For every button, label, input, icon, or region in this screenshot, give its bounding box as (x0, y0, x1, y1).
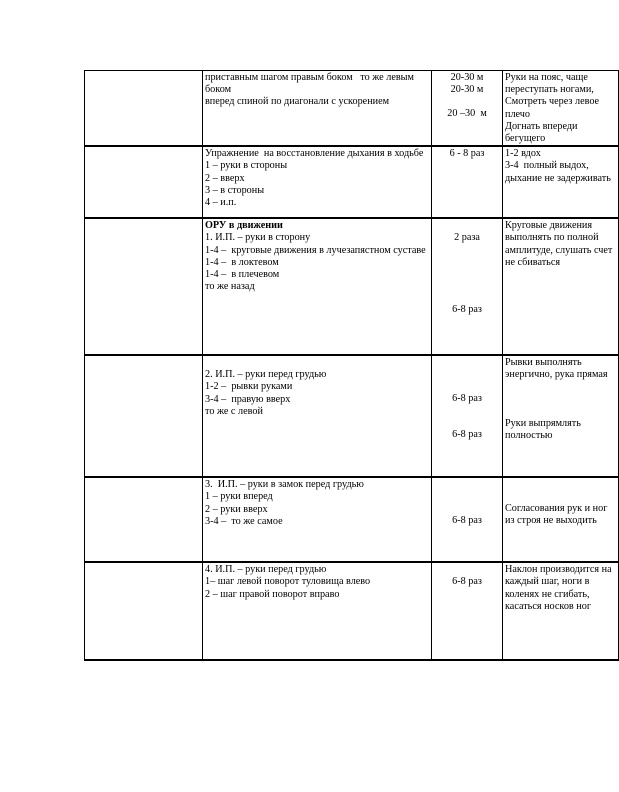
spacer (434, 256, 500, 268)
exercise-line: 4. И.П. – руки перед грудью (205, 564, 327, 576)
exercise-line: 2 – вверх (205, 172, 245, 184)
dosage-line: 20 –30 м (447, 108, 487, 120)
dosage-line: 2 раза (454, 232, 480, 244)
dosage-cell (432, 218, 503, 355)
exercise-cell (203, 71, 432, 147)
note-line: Круговые движения выполнять по полной амплитуде, слушать счет не сбиваться (505, 220, 615, 268)
notes-cell (503, 218, 619, 355)
notes-cell (503, 477, 619, 562)
spacer (434, 292, 500, 304)
spacer (434, 369, 500, 381)
note-line: 3-4 полный выдох, дыхание не задерживать (505, 160, 611, 184)
spacer (505, 491, 616, 503)
note-line: 1-2 вдох (505, 148, 541, 160)
empty-cell (85, 146, 203, 218)
exercise-cell (203, 146, 432, 218)
dosage-cell (432, 71, 503, 147)
exercise-line: 1 – руки в стороны (205, 160, 288, 172)
dosage-line: 6-8 раз (452, 429, 482, 441)
table-row (85, 562, 619, 660)
note-line: Наклон производится на каждый шаг, ноги в коленях не сгибать, касаться носков ног (505, 564, 615, 612)
exercise-line: вперед спиной по диагонали с ускорением (205, 96, 390, 108)
spacer (205, 357, 429, 369)
exercise-line: 1. И.П. – руки в сторону (205, 232, 311, 244)
note-line: Догнать впереди бегущего (505, 120, 581, 145)
section-heading: ОРУ в движении (205, 220, 283, 232)
table-row (85, 218, 619, 355)
exercise-line: 1– шаг левой поворот туловища влево (205, 576, 371, 588)
dosage-line: 6-8 раз (452, 393, 482, 405)
spacer (434, 417, 500, 429)
exercise-line: то же с левой (205, 405, 263, 417)
exercise-line: 3 – в стороны (205, 184, 265, 196)
empty-cell (85, 355, 203, 477)
exercise-cell (203, 218, 432, 355)
spacer (505, 406, 616, 418)
exercise-line: 1-4 – в плечевом (205, 269, 280, 281)
exercise-line: то же назад (205, 281, 255, 293)
exercise-cell (203, 477, 432, 562)
spacer (434, 220, 500, 232)
spacer (505, 382, 616, 394)
empty-cell (85, 477, 203, 562)
empty-cell (85, 218, 203, 355)
exercise-line: 1 – руки вперед (205, 491, 273, 503)
exercise-line: 1-4 – круговые движения в лучезапястном суставе (205, 244, 426, 256)
spacer (434, 244, 500, 256)
exercise-cell (203, 355, 432, 477)
exercise-line: приставным шагом правым боком то же левым боком (205, 72, 417, 96)
dosage-line: 6-8 раз (452, 304, 482, 316)
exercise-line: 4 – и.п. (205, 197, 237, 209)
note-line: Согласования рук и ног из строя не выходить (505, 503, 610, 527)
spacer (434, 405, 500, 417)
spacer (434, 268, 500, 280)
notes-cell (503, 146, 619, 218)
table-row (85, 71, 619, 147)
spacer (505, 479, 616, 491)
spacer (434, 96, 500, 108)
dosage-line: 20-30 м (450, 72, 484, 83)
exercise-line: Упражнение на восстановление дыхания в ходьбе (205, 148, 424, 160)
spacer (434, 564, 500, 576)
table-row (85, 146, 619, 218)
dosage-line: 6 - 8 раз (449, 148, 485, 160)
empty-cell (85, 562, 203, 660)
exercise-line: 1-2 – рывки руками (205, 381, 293, 393)
exercise-plan-table (84, 70, 619, 661)
table-row (85, 355, 619, 477)
dosage-cell (432, 477, 503, 562)
exercise-line: 2 – шаг правой поворот вправо (205, 588, 340, 600)
dosage-cell (432, 146, 503, 218)
spacer (505, 394, 616, 406)
exercise-line: 2 – руки вверх (205, 503, 268, 515)
spacer (434, 280, 500, 292)
table-row (85, 477, 619, 562)
notes-cell (503, 71, 619, 147)
dosage-line: 6-8 раз (452, 515, 482, 527)
note-line: Рывки выполнять энергично, рука прямая (505, 357, 608, 381)
dosage-cell (432, 562, 503, 660)
spacer (434, 503, 500, 515)
dosage-cell (432, 355, 503, 477)
exercise-line: 3. И.П. – руки в замок перед грудью (205, 479, 364, 491)
notes-cell (503, 562, 619, 660)
empty-cell (85, 71, 203, 147)
dosage-line: 20-30 м (450, 84, 484, 96)
spacer (434, 491, 500, 503)
exercise-line: 2. И.П. – руки перед грудью (205, 369, 327, 381)
note-line: Смотреть через левое плечо (505, 96, 602, 120)
note-line: Руки выпрямлять полностью (505, 417, 584, 441)
spacer (434, 479, 500, 491)
note-line: Руки на пояс, чаще переступать ногами, (505, 72, 594, 96)
spacer (434, 381, 500, 393)
exercise-line: 1-4 – в локтевом (205, 256, 279, 268)
exercise-line: 3-4 – то же самое (205, 515, 283, 527)
dosage-line: 6-8 раз (452, 576, 482, 588)
spacer (434, 357, 500, 369)
exercise-line: 3-4 – правую вверх (205, 393, 291, 405)
exercise-cell (203, 562, 432, 660)
notes-cell (503, 355, 619, 477)
